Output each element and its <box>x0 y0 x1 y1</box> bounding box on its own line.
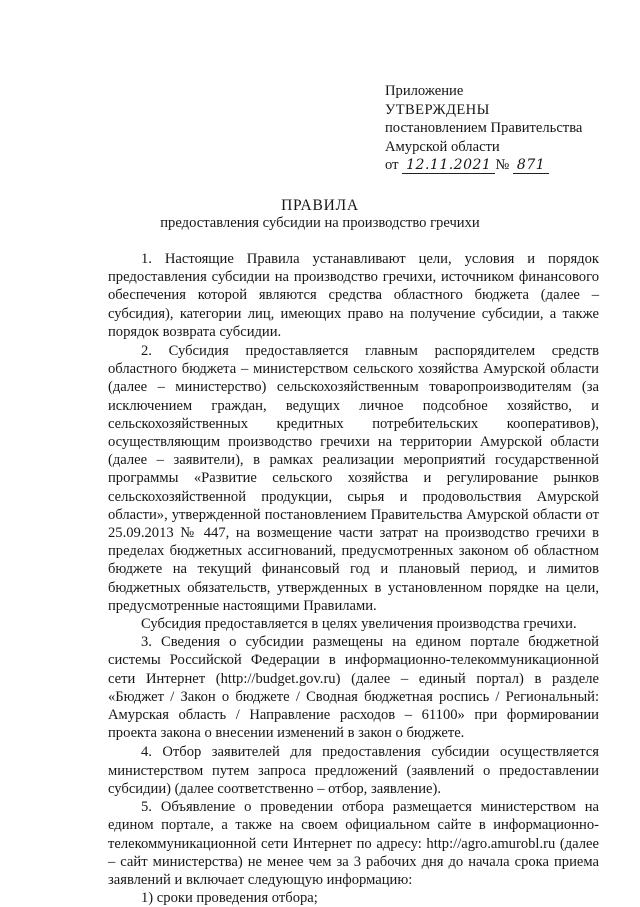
approval-block <box>385 82 630 175</box>
paragraph-2-purpose: Субсидия предоставляется в целях увеличения производства гречихи. <box>141 616 577 633</box>
approved-label: УТВЕРЖДЕНЫ <box>385 101 490 118</box>
document-subtitle: предоставления субсидии на производство гречихи <box>160 215 480 231</box>
handwritten-date: 12.11.2021 <box>402 157 495 174</box>
document-body <box>108 250 599 907</box>
from-label: от <box>385 157 399 173</box>
date-number-line <box>385 156 630 175</box>
appendix-label: Приложение <box>385 83 464 99</box>
document-title: ПРАВИЛА <box>281 197 359 214</box>
paragraph-4: 4. Отбор заявителей для предоставления субсидии осуществляется министерством путем запроса предложений (заявлений о предоставлении субсидии) (далее соответственно – отбор, заявление). <box>108 744 599 797</box>
handwritten-number: 871 <box>513 157 549 174</box>
paragraph-5-item-1: 1) сроки проведения отбора; <box>141 890 318 907</box>
paragraph-1: 1. Настоящие Правила устанавливают цели, условия и порядок предоставления субсидии на производство гречихи, источником финансового обеспечения которой являются средства областного бюджета (далее – субсидия), категории лиц, имеющих право на получение субсидии, а также порядок возврата субсидии. <box>108 251 599 340</box>
paragraph-5: 5. Объявление о проведении отбора размещается министерством на едином портале, а также на своем официальном сайте в информационно-телекоммуникационной сети Интернет по адресу: http://agro.amurobl.ru (далее – сайт министерства) не менее чем за 3 рабочих дня до начала срока приема заявлений и включает следующую информацию: <box>108 799 599 888</box>
paragraph-2: 2. Субсидия предоставляется главным распорядителем средств областного бюджета – министерством сельского хозяйства Амурской области (далее – министерство) сельскохозяйственным товаропроизводителям (за исключением граждан, ведущих личное подсобное хозяйство, и сельскохозяйственных кредитных потребительских кооперативов), осуществляющим производство гречихи на территории Амурской области (далее – заявители), в рамках реализации мероприятий государственной программы «Развитие сельского хозяйства и регулирование рынков сельскохозяйственной продукции, сырья и продовольствия Амурской области», утвержденной постановлением Правительства Амурской области от 25.09.2013 № 447, на возмещение части затрат на производство гречихи в пределах бюджетных ассигнований, предусмотренных законом об областном бюджете на текущий финансовый год и плановый период, и лимитов бюджетных обязательств, утвержденных в установленном порядке на цели, предусмотренные настоящими Правилами. <box>108 343 599 614</box>
number-label: № <box>495 157 510 173</box>
government-name: Амурской области <box>385 138 500 155</box>
decree-label: постановлением Правительства <box>385 120 583 136</box>
paragraph-3: 3. Сведения о субсидии размещены на едином портале бюджетной системы Российской Федерации в информационно-телекоммуникационной сети Интернет (http://budget.gov.ru) (далее – единый портал) в разделе «Бюджет / Закон о бюджете / Сводная бюджетная роспись / Региональный: Амурская область / Направление расходов – 61100» при формировании проекта закона о внесении изменений в закон о бюджете. <box>108 634 599 742</box>
